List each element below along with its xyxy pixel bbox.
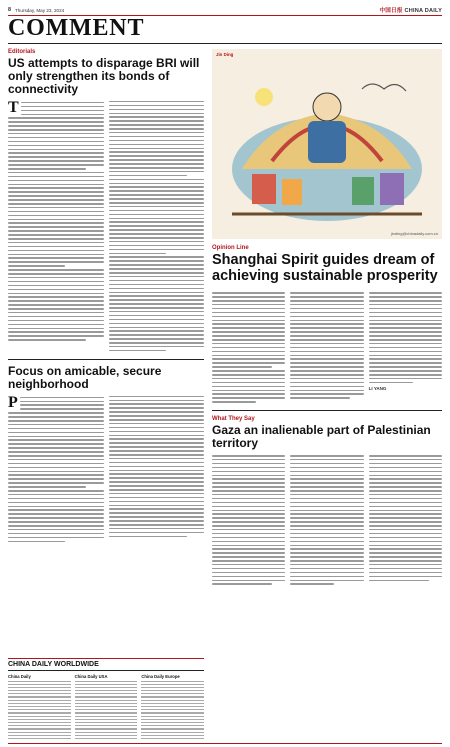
masthead-bar (8, 5, 442, 15)
what-they-say-kicker: What They Say (212, 416, 255, 423)
brand-cn: 中国日报 (379, 8, 403, 14)
section-header (8, 15, 442, 44)
editorial1-dropcap: T (8, 98, 19, 116)
opinion-col3 (369, 292, 442, 405)
dropcap-lines (21, 101, 104, 118)
worldwide-footer (8, 658, 204, 740)
editorial2-dropcap: P (8, 393, 18, 411)
editorial-divider (8, 359, 204, 360)
editorials-column (8, 49, 204, 545)
opinion-column (212, 49, 442, 587)
editorial2-headline[interactable]: Focus on amicable, secure neighborhood (8, 363, 162, 391)
wts-col1 (212, 455, 285, 587)
what-they-say-body (212, 455, 442, 587)
footer-col-2 (75, 674, 138, 741)
wts-col3 (369, 455, 442, 587)
cartoon-signature: jinding@chinadaily.com.cn (390, 231, 438, 236)
editorial2-dropcap-row (8, 393, 104, 413)
section-title: COMMENT (8, 15, 145, 41)
cartoon-artist: Jin Ding (216, 52, 234, 57)
opinion-col2 (290, 292, 363, 405)
dropcap2-lines (20, 396, 104, 413)
brand-en: CHINA DAILY (404, 8, 442, 14)
opinion-kicker: Opinion Line (212, 245, 249, 251)
opinion-col1 (212, 292, 285, 405)
editorial2-body (8, 393, 204, 545)
editorial1-dropcap-row (8, 98, 104, 118)
footer-col-3 (141, 674, 204, 741)
editorials-kicker: Editorials (8, 49, 36, 55)
wts-col2 (290, 455, 363, 587)
opinion-body (212, 292, 442, 405)
footer-col2-head: China Daily USA (74, 674, 108, 679)
editorial1-body (8, 98, 204, 354)
opinion-byline: LI YANG (368, 386, 387, 392)
what-they-say-headline[interactable]: Gaza an inalienable part of Palestinian territory (212, 423, 431, 451)
opinion-headline[interactable]: Shanghai Spirit guides dream of achieving sustainable prosperity (212, 252, 438, 284)
page-footer-rule (8, 743, 442, 744)
editorial1-headline[interactable]: US attempts to disparage BRI will only strengthen its bonds of connectivity (8, 56, 200, 96)
footer-col3-head: China Daily Europe (141, 674, 180, 679)
editorial2-col2 (109, 396, 205, 545)
masthead-left (8, 7, 64, 13)
editorial1-col1 (8, 98, 104, 354)
footer-col1-head: China Daily (8, 674, 31, 679)
editorial1-col2 (109, 101, 205, 354)
editorial2-col1 (8, 393, 104, 545)
brand-name (380, 6, 442, 14)
footer-grid (8, 671, 204, 741)
cartoon-illustration (212, 49, 442, 239)
footer-title: CHINA DAILY WORLDWIDE (8, 659, 204, 671)
editorial-cartoon (212, 49, 442, 239)
page-number: 8 (8, 7, 11, 13)
opinion-divider (212, 410, 442, 411)
footer-col-1 (8, 674, 71, 741)
issue-date: Thursday, May 23, 2024 (15, 7, 65, 13)
